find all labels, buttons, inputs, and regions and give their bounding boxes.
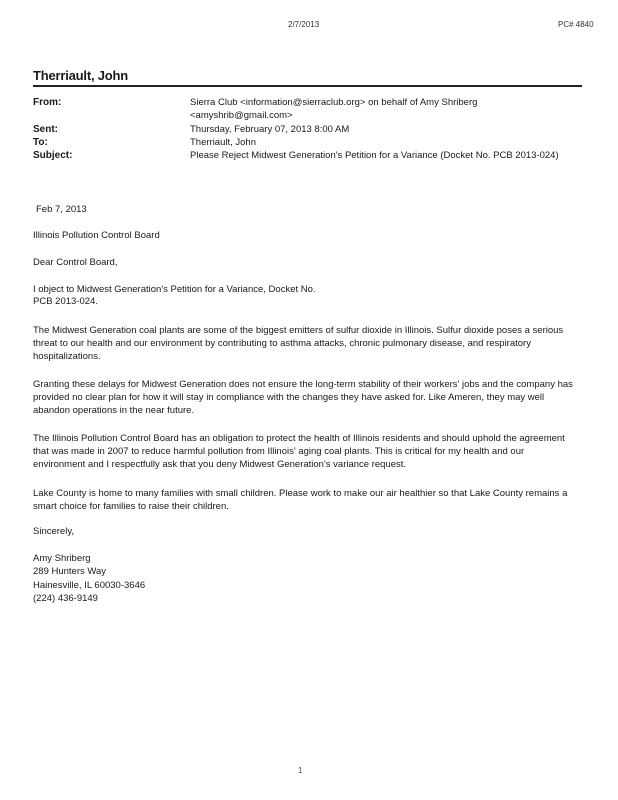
letter-closing: Sincerely,: [33, 526, 75, 537]
to-label: To:: [33, 137, 48, 148]
page-number: 1: [298, 766, 303, 775]
sent-label: Sent:: [33, 124, 58, 135]
signature-street: 289 Hunters Way: [33, 566, 107, 577]
signature-phone: (224) 436-9149: [33, 593, 98, 604]
fax-header-date: 2/7/2013: [288, 20, 320, 29]
letter-paragraph-3: The Illinois Pollution Control Board has an obligation to protect the health of Illinois residents and should uphold the agreement that was made in 2007 to reduce harmful pollution from Illinois' aging coal plants. This is critical for my health and our environment and I respectfully ask that you deny Midwest Generation's variance request.: [33, 433, 565, 470]
letter-intro-line2: PCB 2013-024.: [33, 296, 98, 307]
signature-city: Hainesville, IL 60030-3646: [33, 580, 146, 591]
letter-salutation: Dear Control Board,: [33, 257, 118, 268]
fax-header-code: PC# 4840: [558, 20, 594, 29]
subject-label: Subject:: [33, 150, 73, 161]
signature-name: Amy Shriberg: [33, 553, 91, 564]
from-label: From:: [33, 97, 62, 108]
letter-paragraph-4: Lake County is home to many families with small children. Please work to make our air healthier so that Lake County remains a smart choice for families to raise their children.: [33, 488, 568, 512]
letter-date: Feb 7, 2013: [36, 204, 87, 215]
from-value-line1: Sierra Club <information@sierraclub.org> on behalf of Amy Shriberg: [190, 97, 478, 108]
sent-value: Thursday, February 07, 2013 8:00 AM: [190, 124, 350, 135]
letter-paragraph-1: The Midwest Generation coal plants are some of the biggest emitters of sulfur dioxide in Illinois. Sulfur dioxide poses a serious threat to our health and our environment by contributing to asthma attacks, chronic pulmonary disease, and respiratory hospitalizations.: [33, 325, 564, 362]
header-divider: [33, 85, 582, 87]
from-value-line2: <amyshrib@gmail.com>: [190, 110, 293, 121]
letter-recipient: Illinois Pollution Control Board: [33, 230, 160, 241]
subject-value: Please Reject Midwest Generation's Petition for a Variance (Docket No. PCB 2013-024): [190, 150, 559, 161]
to-value: Therriault, John: [190, 137, 257, 148]
letter-paragraph-2: Granting these delays for Midwest Generation does not ensure the long-term stability of their workers' jobs and the company has provided no clear plan for how it will stay in compliance with the changes they have asked for. Like Ameren, they may well abandon operations in the near future.: [33, 379, 573, 416]
letter-intro-line1: I object to Midwest Generation's Petition for a Variance, Docket No.: [33, 284, 316, 295]
sender-name-heading: Therriault, John: [33, 68, 129, 83]
